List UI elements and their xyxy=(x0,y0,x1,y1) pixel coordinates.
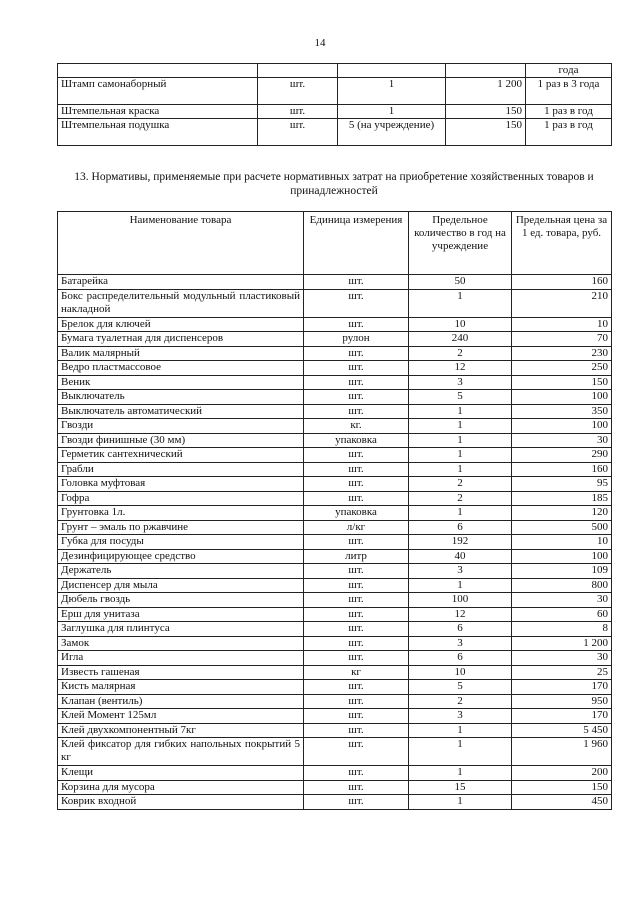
table-row xyxy=(58,578,612,593)
goods-table xyxy=(57,211,612,810)
cell-price: 170 xyxy=(512,680,612,695)
cell-unit: упаковка xyxy=(304,433,409,448)
cell-unit: шт. xyxy=(304,448,409,463)
table-row xyxy=(58,462,612,477)
cell-unit: шт. xyxy=(304,607,409,622)
cell-name: Клей фиксатор для гибких напольных покрытий 5 кг xyxy=(58,738,304,766)
cell-price: 30 xyxy=(512,651,612,666)
cell-qty: 12 xyxy=(409,361,512,376)
cell-name: Веник xyxy=(58,375,304,390)
cell-qty xyxy=(338,64,446,78)
cell-price: 160 xyxy=(512,275,612,290)
cell-name: Головка муфтовая xyxy=(58,477,304,492)
cell-qty: 1 xyxy=(409,462,512,477)
cell-qty: 1 xyxy=(409,723,512,738)
cell-qty: 3 xyxy=(409,636,512,651)
table-row xyxy=(58,289,612,317)
cell-unit: шт. xyxy=(304,346,409,361)
cell-name: Гвозди xyxy=(58,419,304,434)
cell-unit: шт. xyxy=(304,723,409,738)
cell-qty: 1 xyxy=(409,433,512,448)
cell-price: 800 xyxy=(512,578,612,593)
cell-qty: 2 xyxy=(409,346,512,361)
cell-price: 1 200 xyxy=(512,636,612,651)
cell-price: 950 xyxy=(512,694,612,709)
cell-price: 160 xyxy=(512,462,612,477)
cell-price: 100 xyxy=(512,419,612,434)
cell-freq: 1 раз в год xyxy=(526,119,612,146)
cell-name: Герметик сантехнический xyxy=(58,448,304,463)
table-row xyxy=(58,119,612,146)
cell-name: Заглушка для плинтуса xyxy=(58,622,304,637)
table-row xyxy=(58,346,612,361)
table-row xyxy=(58,317,612,332)
cell-name: Грабли xyxy=(58,462,304,477)
cell-name: Грунт – эмаль по ржавчине xyxy=(58,520,304,535)
cell-name: Бумага туалетная для диспенсеров xyxy=(58,332,304,347)
cell-qty: 10 xyxy=(409,317,512,332)
cell-qty: 6 xyxy=(409,651,512,666)
cell-name: Игла xyxy=(58,651,304,666)
cell-qty: 2 xyxy=(409,491,512,506)
cell-name: Клапан (вентиль) xyxy=(58,694,304,709)
cell-price: 350 xyxy=(512,404,612,419)
cell-unit: шт. xyxy=(304,390,409,405)
cell-unit: кг. xyxy=(304,419,409,434)
cell-qty: 2 xyxy=(409,694,512,709)
cell-unit xyxy=(258,64,338,78)
table-row xyxy=(58,506,612,521)
cell-name: Дюбель гвоздь xyxy=(58,593,304,608)
cell-unit: шт. xyxy=(258,78,338,105)
table-row xyxy=(58,491,612,506)
section-title: 13. Нормативы, применяемые при расчете нормативных затрат на приобретение хозяйственных товаров и принадлежностей xyxy=(74,171,594,197)
cell-qty: 6 xyxy=(409,622,512,637)
cell-price: 200 xyxy=(512,766,612,781)
cell-unit: шт. xyxy=(304,593,409,608)
cell-unit: литр xyxy=(304,549,409,564)
cell-unit: шт. xyxy=(304,578,409,593)
cell-price: 30 xyxy=(512,433,612,448)
top-table xyxy=(57,63,612,146)
cell-qty: 1 xyxy=(409,404,512,419)
cell-unit: шт. xyxy=(304,275,409,290)
cell-unit: шт. xyxy=(304,680,409,695)
cell-qty: 3 xyxy=(409,564,512,579)
table-row xyxy=(58,694,612,709)
cell-unit: шт. xyxy=(258,105,338,119)
cell-name: Штемпельная краска xyxy=(58,105,258,119)
cell-price: 100 xyxy=(512,549,612,564)
cell-unit: шт. xyxy=(304,709,409,724)
cell-qty: 1 xyxy=(409,506,512,521)
cell-price: 120 xyxy=(512,506,612,521)
table-row xyxy=(58,780,612,795)
cell-unit: шт. xyxy=(304,535,409,550)
cell-qty: 100 xyxy=(409,593,512,608)
cell-unit: шт. xyxy=(304,404,409,419)
cell-price: 500 xyxy=(512,520,612,535)
cell-unit: шт. xyxy=(304,651,409,666)
cell-unit: упаковка xyxy=(304,506,409,521)
cell-price: 185 xyxy=(512,491,612,506)
cell-price: 450 xyxy=(512,795,612,810)
table-row xyxy=(58,795,612,810)
cell-qty: 1 xyxy=(409,738,512,766)
cell-qty: 10 xyxy=(409,665,512,680)
cell-price: 25 xyxy=(512,665,612,680)
cell-unit: шт. xyxy=(304,375,409,390)
table-row xyxy=(58,636,612,651)
cell-unit: шт. xyxy=(304,317,409,332)
cell-qty: 240 xyxy=(409,332,512,347)
cell-freq: 1 раз в 3 года xyxy=(526,78,612,105)
cell-unit: шт. xyxy=(304,738,409,766)
cell-name: Держатель xyxy=(58,564,304,579)
table-row xyxy=(58,275,612,290)
cell-price: 150 xyxy=(512,780,612,795)
cell-unit: шт. xyxy=(304,564,409,579)
cell-name: Бокс распределительный модульный пластиковый накладной xyxy=(58,289,304,317)
cell-price: 10 xyxy=(512,535,612,550)
cell-price: 95 xyxy=(512,477,612,492)
cell-unit: л/кг xyxy=(304,520,409,535)
cell-price: 230 xyxy=(512,346,612,361)
cell-name: Корзина для мусора xyxy=(58,780,304,795)
cell-unit: шт. xyxy=(304,289,409,317)
cell-name: Замок xyxy=(58,636,304,651)
cell-qty: 192 xyxy=(409,535,512,550)
header-name: Наименование товара xyxy=(58,212,304,275)
cell-price xyxy=(446,64,526,78)
cell-qty: 40 xyxy=(409,549,512,564)
header-unit: Единица измерения xyxy=(304,212,409,275)
cell-unit: шт. xyxy=(304,766,409,781)
table-row xyxy=(58,622,612,637)
cell-qty: 6 xyxy=(409,520,512,535)
cell-qty: 1 xyxy=(409,578,512,593)
cell-name: Штамп самонаборный xyxy=(58,78,258,105)
table-row xyxy=(58,549,612,564)
cell-price: 290 xyxy=(512,448,612,463)
cell-name: Клещи xyxy=(58,766,304,781)
table-row xyxy=(58,332,612,347)
table-row xyxy=(58,419,612,434)
cell-price: 10 xyxy=(512,317,612,332)
cell-name: Выключатель автоматический xyxy=(58,404,304,419)
cell-qty: 5 xyxy=(409,680,512,695)
cell-unit: шт. xyxy=(304,361,409,376)
cell-unit: шт. xyxy=(304,795,409,810)
table-row xyxy=(58,64,612,78)
table-row xyxy=(58,535,612,550)
cell-name: Гвозди финишные (30 мм) xyxy=(58,433,304,448)
cell-unit: шт. xyxy=(304,622,409,637)
header-qty: Предельное количество в год на учреждение xyxy=(409,212,512,275)
cell-price: 100 xyxy=(512,390,612,405)
cell-qty: 1 xyxy=(409,795,512,810)
table-row xyxy=(58,723,612,738)
table-row xyxy=(58,766,612,781)
cell-qty: 1 xyxy=(338,78,446,105)
cell-price: 150 xyxy=(446,119,526,146)
cell-unit: кг xyxy=(304,665,409,680)
table-row xyxy=(58,738,612,766)
cell-price: 150 xyxy=(512,375,612,390)
cell-name: Ерш для унитаза xyxy=(58,607,304,622)
cell-price: 30 xyxy=(512,593,612,608)
header-price: Предельная цена за 1 ед. товара, руб. xyxy=(512,212,612,275)
cell-name: Брелок для ключей xyxy=(58,317,304,332)
page-number: 14 xyxy=(314,37,326,49)
cell-name: Диспенсер для мыла xyxy=(58,578,304,593)
cell-name: Клей двухкомпонентный 7кг xyxy=(58,723,304,738)
cell-qty: 15 xyxy=(409,780,512,795)
cell-unit: шт. xyxy=(304,462,409,477)
table-row xyxy=(58,680,612,695)
cell-price: 60 xyxy=(512,607,612,622)
cell-qty: 3 xyxy=(409,709,512,724)
cell-price: 1 200 xyxy=(446,78,526,105)
cell-unit: шт. xyxy=(304,491,409,506)
cell-name: Коврик входной xyxy=(58,795,304,810)
cell-qty: 2 xyxy=(409,477,512,492)
cell-price: 1 960 xyxy=(512,738,612,766)
table-row xyxy=(58,433,612,448)
cell-unit: шт. xyxy=(304,477,409,492)
cell-name: Штемпельная подушка xyxy=(58,119,258,146)
cell-freq: 1 раз в год xyxy=(526,105,612,119)
cell-qty: 3 xyxy=(409,375,512,390)
cell-unit: рулон xyxy=(304,332,409,347)
table-row xyxy=(58,78,612,105)
cell-name: Известь гашеная xyxy=(58,665,304,680)
table-row xyxy=(58,361,612,376)
cell-unit: шт. xyxy=(258,119,338,146)
cell-name xyxy=(58,64,258,78)
cell-qty: 1 xyxy=(409,766,512,781)
cell-price: 210 xyxy=(512,289,612,317)
table-header-row xyxy=(58,212,612,275)
cell-price: 150 xyxy=(446,105,526,119)
cell-unit: шт. xyxy=(304,780,409,795)
cell-freq: года xyxy=(526,64,612,78)
cell-price: 70 xyxy=(512,332,612,347)
cell-price: 109 xyxy=(512,564,612,579)
table-row xyxy=(58,564,612,579)
table-row xyxy=(58,665,612,680)
cell-price: 250 xyxy=(512,361,612,376)
table-row xyxy=(58,105,612,119)
cell-name: Ведро пластмассовое xyxy=(58,361,304,376)
cell-qty: 12 xyxy=(409,607,512,622)
cell-qty: 1 xyxy=(338,105,446,119)
table-row xyxy=(58,390,612,405)
cell-name: Губка для посуды xyxy=(58,535,304,550)
table-row xyxy=(58,607,612,622)
cell-name: Валик малярный xyxy=(58,346,304,361)
table-row xyxy=(58,448,612,463)
cell-qty: 1 xyxy=(409,419,512,434)
table-row xyxy=(58,709,612,724)
cell-qty: 50 xyxy=(409,275,512,290)
cell-price: 5 450 xyxy=(512,723,612,738)
cell-name: Гофра xyxy=(58,491,304,506)
cell-name: Клей Момент 125мл xyxy=(58,709,304,724)
table-row xyxy=(58,375,612,390)
cell-qty: 1 xyxy=(409,448,512,463)
cell-qty: 1 xyxy=(409,289,512,317)
cell-price: 8 xyxy=(512,622,612,637)
table-row xyxy=(58,520,612,535)
cell-unit: шт. xyxy=(304,694,409,709)
table-row xyxy=(58,651,612,666)
cell-price: 170 xyxy=(512,709,612,724)
table-row xyxy=(58,477,612,492)
cell-name: Грунтовка 1л. xyxy=(58,506,304,521)
cell-qty: 5 xyxy=(409,390,512,405)
cell-name: Дезинфицирующее средство xyxy=(58,549,304,564)
cell-name: Кисть малярная xyxy=(58,680,304,695)
cell-unit: шт. xyxy=(304,636,409,651)
table-row xyxy=(58,593,612,608)
cell-name: Батарейка xyxy=(58,275,304,290)
cell-qty: 5 (на учреждение) xyxy=(338,119,446,146)
cell-name: Выключатель xyxy=(58,390,304,405)
table-row xyxy=(58,404,612,419)
